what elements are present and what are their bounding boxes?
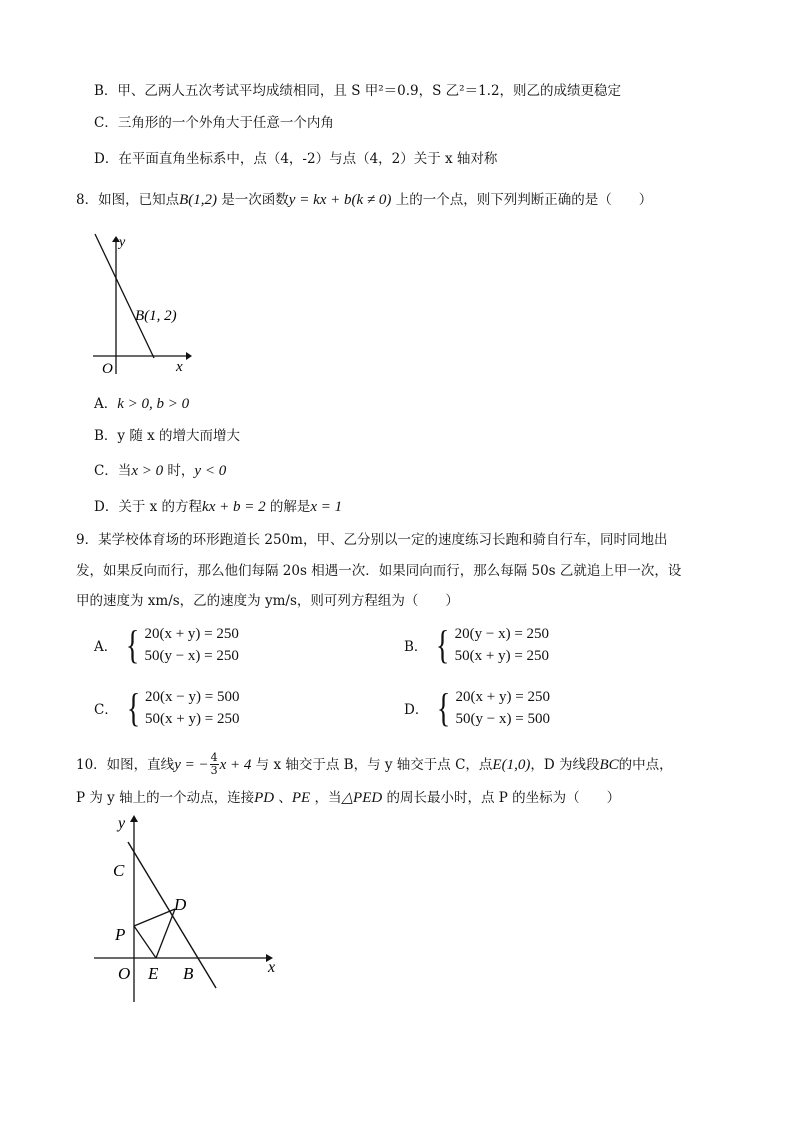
- q9-option-b: B． { 20(y − x) = 250 50(x + y) = 250: [404, 622, 550, 667]
- q8-stem: 8．如图，已知点B(1,2) 是一次函数y = kx + b(k ≠ 0) 上的一个点，则下列判断正确的是（ ）: [76, 192, 653, 208]
- q9-stem-line2: 发，如果反向而行，那么他们每隔 20s 相遇一次．如果同向而行，那么每隔 50s 乙就追上甲一次，设: [76, 563, 682, 579]
- x-axis-label: x: [268, 959, 276, 976]
- y-axis-label: y: [118, 815, 126, 832]
- q9-stem-line1: 9．某学校体育场的环形跑道长 250m，甲、乙分别以一定的速度练习长跑和骑自行车，同时同地出: [76, 532, 668, 548]
- q8-option-c: C．当x > 0 时，y < 0: [94, 463, 227, 479]
- point-c-label: C: [113, 861, 125, 880]
- function-line: [95, 234, 154, 358]
- q9-option-c: C． { 20(x − y) = 500 50(x + y) = 250: [94, 685, 240, 730]
- q7-option-c: C．三角形的一个外角大于任意一个内角: [94, 115, 334, 131]
- x-axis-label: x: [176, 359, 183, 375]
- q10-stem-line2: P 为 y 轴上的一个动点，连接PD 、PE ，当△PED 的周长最小时，点 P 的坐标为（ ）: [76, 790, 621, 806]
- q10-figure: [90, 812, 290, 1012]
- q9-option-a: A． { 20(x + y) = 250 50(y − x) = 250: [94, 622, 239, 667]
- x-axis-arrow: [186, 352, 192, 360]
- q8-option-b: B．y 随 x 的增大而增大: [94, 428, 241, 444]
- origin-label: O: [102, 361, 113, 377]
- point-b-label: B: [183, 964, 194, 983]
- y-axis-label: y: [119, 235, 126, 250]
- q8-option-d: D．关于 x 的方程kx + b = 2 的解是x = 1: [94, 499, 343, 515]
- q7-option-d: D．在平面直角坐标系中，点（4，-2）与点（4，2）关于 x 轴对称: [94, 151, 498, 167]
- segment-pe: [134, 926, 156, 958]
- y-axis-arrow: [130, 815, 138, 822]
- q10-stem-line1: 10．如图，直线 y = − $\frac{4}{3}$ x + 4 与 x 轴交于点 B，与 y 轴交于点 C，点 E(1,0) ，D 为线段 BC 的中点，: [76, 751, 673, 777]
- q9-stem-line3: 甲的速度为 xm/s，乙的速度为 ym/s，则可列方程组为（ ）: [76, 593, 459, 609]
- q8-figure: [88, 228, 198, 378]
- fraction: $\frac{4}{3}$: [210, 751, 218, 777]
- point-d-label: D: [174, 895, 187, 914]
- q7-option-b: B．甲、乙两人五次考试平均成绩相同，且 S 甲²＝0.9，S 乙²＝1.2，则乙的成绩更稳定: [94, 83, 622, 99]
- point-p-label: P: [115, 925, 126, 944]
- point-b-label: B(1, 2): [135, 308, 177, 324]
- q8-option-a: A．k > 0, b > 0: [94, 396, 190, 412]
- point-e-label: E: [148, 964, 159, 983]
- origin-label: O: [118, 964, 131, 983]
- q9-option-d: D． { 20(x + y) = 250 50(y − x) = 500: [404, 685, 550, 730]
